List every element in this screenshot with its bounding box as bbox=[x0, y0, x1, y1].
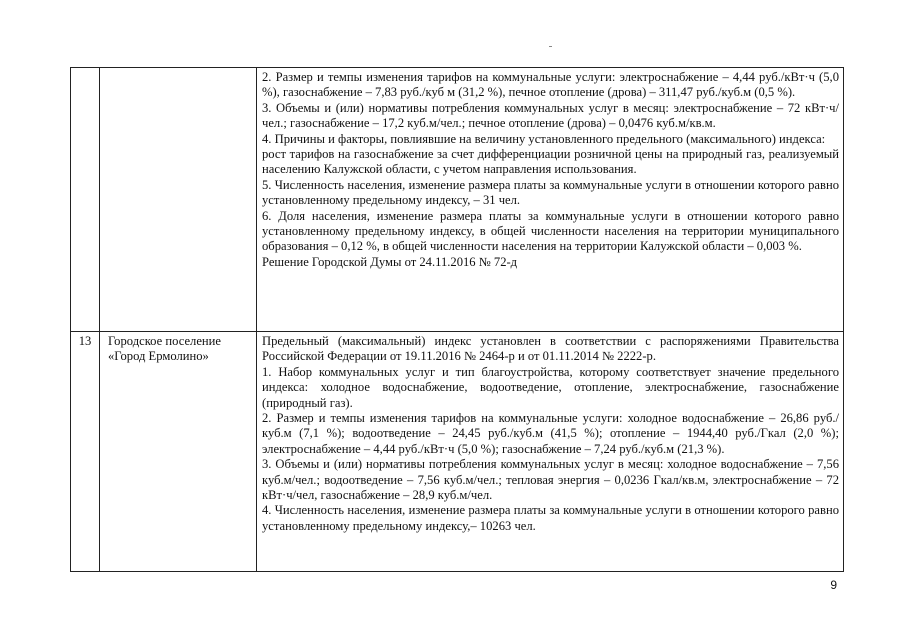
table-row bbox=[71, 68, 844, 332]
row-number-cell bbox=[71, 68, 100, 332]
paragraph-service-set: 1. Набор коммунальных услуг и тип благоустройства, которому соответствует значение предельного индекса: холодное водоснабжение, водоотведение, отопление, электроснабжение, газоснабжение (природный газ). bbox=[262, 364, 839, 410]
paragraph-tariff-changes: 2. Размер и темпы изменения тарифов на коммунальные услуги: электроснабжение – 4,44 руб./кВт·ч (5,0 %), газоснабжение – 7,83 руб./куб м (31,2 %), печное отопление (дрова) – 311,47 руб./куб.м (0,5 %). bbox=[262, 70, 839, 100]
page-number: 9 bbox=[830, 578, 837, 592]
paragraph-population-share: 6. Доля населения, изменение размера платы за коммунальные услуги в отношении которого равно установленному предельному индексу, в общей численности населения на территории муниципального образования – 0,12 %, в общей численности населения на территории Калужской области – 0,003 %. bbox=[262, 208, 839, 254]
description-cell bbox=[257, 68, 844, 332]
scan-speck bbox=[549, 46, 552, 47]
paragraph-consumption-volumes: 3. Объемы и (или) нормативы потребления коммунальных услуг в месяц: холодное водоснабжение – 7,56 куб.м/чел.; водоотведение – 7,56 куб.м/чел.; тепловая энергия – 0,0236 Гкал/кв.м, электроснабжение – 72 кВт·ч/чел, газоснабжение – 28,9 куб.м/чел. bbox=[262, 457, 839, 503]
paragraph-legal-basis: Предельный (максимальный) индекс установлен в соответствии с распоряжениями Правительства Российской Федерации от 19.11.2016 № 2464-р и от 01.11.2014 № 2222-р. bbox=[262, 334, 839, 364]
municipality-name-cell: Городское поселение «Город Ермолино» bbox=[100, 332, 257, 572]
paragraph-consumption-volumes: 3. Объемы и (или) нормативы потребления коммунальных услуг в месяц: электроснабжение – 72 кВт·ч/чел.; газоснабжение – 17,2 куб.м/чел.; печное отопление (дрова) – 0,0476 куб.м/кв.м. bbox=[262, 100, 839, 131]
paragraph-reasons-heading: 4. Причины и факторы, повлиявшие на величину установленного предельного (максимального) индекса: bbox=[262, 131, 826, 146]
paragraph-reasons-text: рост тарифов на газоснабжение за счет дифференциации розничной цены на природный газ, реализуемый населению Калужской области, с учетом направления использования. bbox=[262, 147, 839, 177]
municipality-name-cell bbox=[100, 68, 257, 332]
description-cell bbox=[257, 332, 844, 572]
paragraph-population-count: 5. Численность населения, изменение размера платы за коммунальные услуги в отношении которого равно установленному предельному индексу, – 31 чел. bbox=[262, 177, 839, 208]
paragraph-population-count: 4. Численность населения, изменение размера платы за коммунальные услуги в отношении которого равно установленному предельному индексу,– 10263 чел. bbox=[262, 503, 839, 533]
paragraph-tariff-changes: 2. Размер и темпы изменения тарифов на коммунальные услуги: холодное водоснабжение – 26,86 руб./куб.м (7,1 %); водоотведение – 24,45 руб./куб.м (41,5 %); отопление – 1944,40 руб./Гкал (2,0 %); электроснабжение – 4,44 руб./кВт·ч (5,0 %); газоснабжение – 7,24 руб./куб.м (21,3 %). bbox=[262, 411, 839, 456]
tariff-table bbox=[70, 67, 844, 572]
row-number-cell: 13 bbox=[71, 332, 100, 572]
paragraph-decision: Решение Городской Думы от 24.11.2016 № 72-д bbox=[262, 254, 518, 269]
table-row bbox=[71, 332, 844, 572]
